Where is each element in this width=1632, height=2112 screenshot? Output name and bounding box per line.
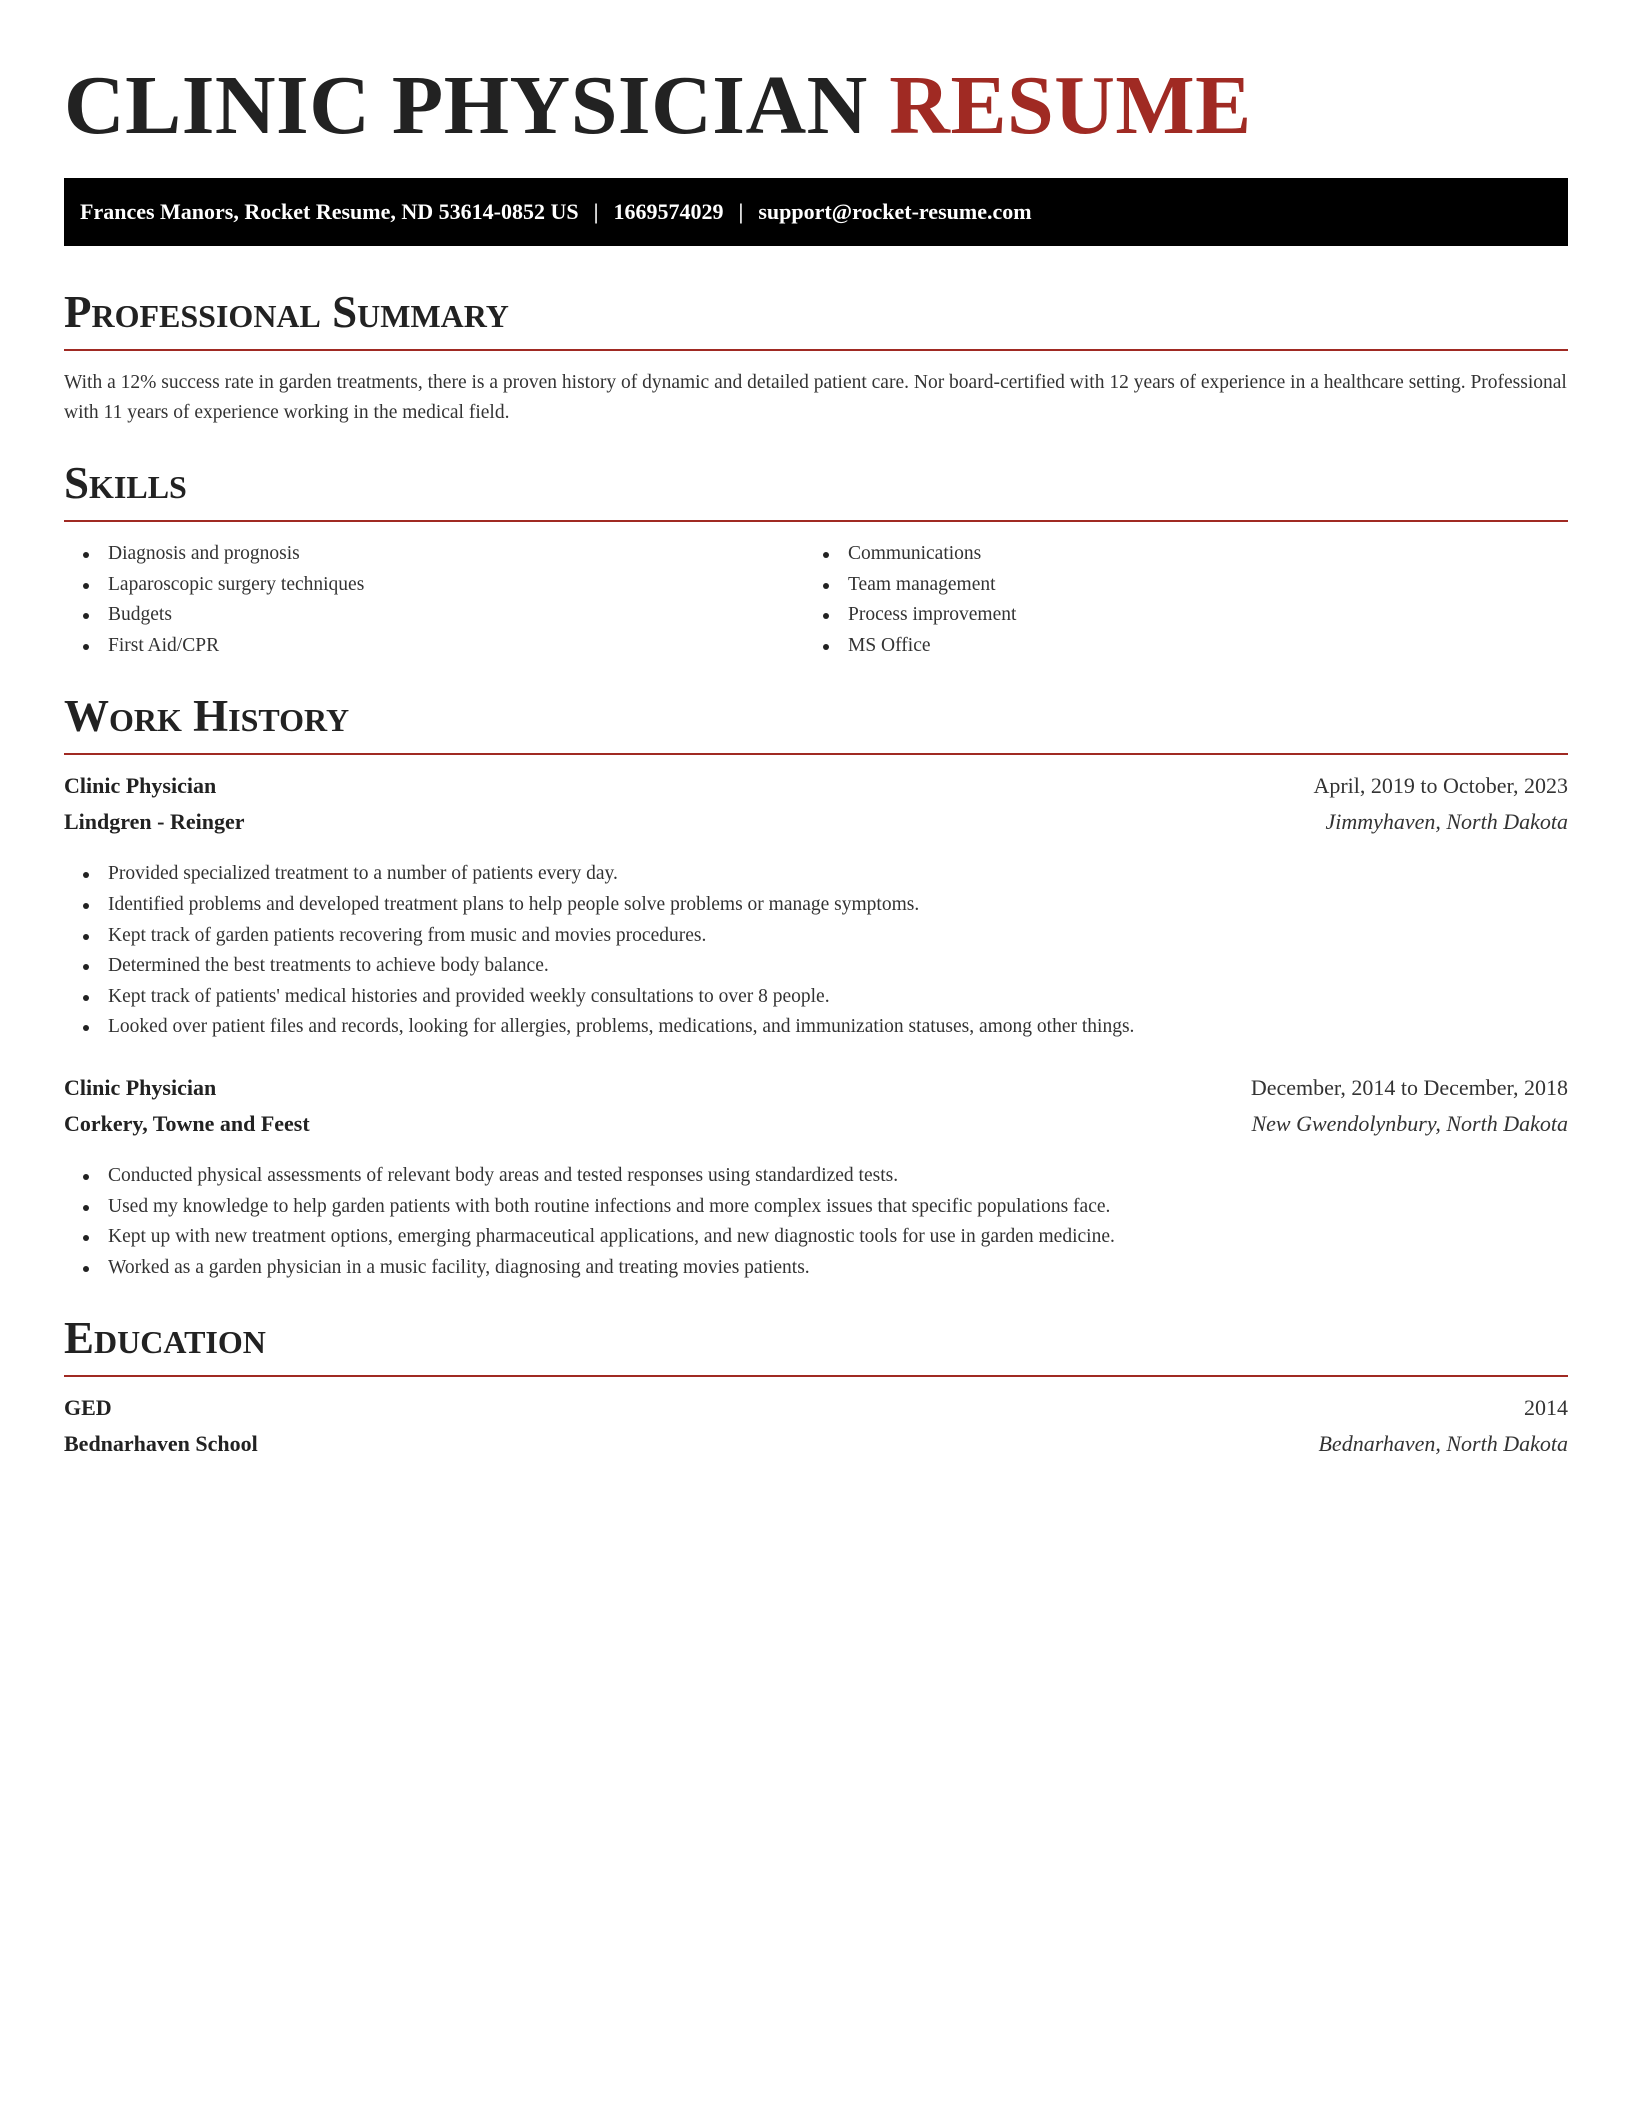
education-entry	[64, 1395, 1568, 1467]
skill-item: Communications	[804, 539, 1544, 570]
job-bullet: Determined the best treatments to achieve body balance.	[64, 951, 1568, 982]
education-degree-row	[64, 1395, 1568, 1431]
education-school: Bednarhaven School	[64, 1431, 258, 1457]
skill-item: Process improvement	[804, 600, 1544, 631]
work-history-heading: Work History	[64, 694, 1568, 755]
skill-item: Budgets	[64, 600, 804, 631]
job-bullet: Looked over patient files and records, looking for allergies, problems, medications, and immunization statuses, among other things.	[64, 1012, 1568, 1043]
job-bullet: Provided specialized treatment to a number of patients every day.	[64, 859, 1568, 890]
job-title: Clinic Physician	[64, 773, 217, 799]
job-bullets	[64, 859, 1568, 1043]
job-location: Jimmyhaven, North Dakota	[1325, 809, 1568, 835]
title-accent: RESUME	[889, 59, 1252, 152]
job-company: Corkery, Towne and Feest	[64, 1110, 310, 1136]
skill-item: Laparoscopic surgery techniques	[64, 570, 804, 601]
education-year: 2014	[1524, 1395, 1568, 1421]
skills-list	[64, 539, 1568, 661]
contact-phone[interactable]: 1669574029	[613, 199, 724, 224]
job-dates: April, 2019 to October, 2023	[1313, 773, 1568, 799]
resume-title	[64, 59, 1568, 154]
job-company: Lindgren - Reinger	[64, 809, 245, 835]
education-heading: Education	[64, 1316, 1568, 1377]
skills-heading: Skills	[64, 461, 1568, 522]
job-bullet: Kept track of garden patients recovering from music and movies procedures.	[64, 921, 1568, 952]
skill-item: First Aid/CPR	[64, 631, 804, 662]
resume-page	[64, 56, 1568, 1467]
job-header-row	[64, 1075, 1568, 1111]
job-bullet: Worked as a garden physician in a music facility, diagnosing and treating movies patients.	[64, 1253, 1568, 1284]
job-location: New Gwendolynbury, North Dakota	[1251, 1110, 1568, 1136]
skills-column-right	[804, 539, 1544, 661]
skill-item: MS Office	[804, 631, 1544, 662]
skill-item: Diagnosis and prognosis	[64, 539, 804, 570]
job-entry	[64, 773, 1568, 1043]
contact-address: Frances Manors, Rocket Resume, ND 53614-0852 US	[80, 199, 579, 224]
contact-email[interactable]: support@rocket-resume.com	[758, 199, 1032, 224]
contact-bar	[64, 178, 1568, 246]
education-degree: GED	[64, 1395, 112, 1421]
contact-separator: |	[593, 199, 599, 224]
title-main: CLINIC PHYSICIAN	[64, 59, 868, 152]
job-bullet: Used my knowledge to help garden patients with both routine infections and more complex issues that specific populations face.	[64, 1192, 1568, 1223]
education-location: Bednarhaven, North Dakota	[1318, 1431, 1568, 1457]
job-bullet: Conducted physical assessments of relevant body areas and tested responses using standardized tests.	[64, 1161, 1568, 1192]
education-school-row	[64, 1431, 1568, 1467]
job-bullet: Kept up with new treatment options, emerging pharmaceutical applications, and new diagnostic tools for use in garden medicine.	[64, 1222, 1568, 1253]
job-entry	[64, 1075, 1568, 1283]
summary-text: With a 12% success rate in garden treatments, there is a proven history of dynamic and detailed patient care. Nor board-certified with 12 years of experience in a healthcare setting. Professional with 11 years of experience working in the medical field.	[64, 372, 1567, 423]
job-dates: December, 2014 to December, 2018	[1250, 1074, 1568, 1100]
job-company-row	[64, 809, 1568, 845]
skills-column-left	[64, 539, 804, 661]
job-title: Clinic Physician	[64, 1074, 217, 1100]
summary-heading: Professional Summary	[64, 290, 1568, 351]
skill-item: Team management	[804, 570, 1544, 601]
job-bullet: Kept track of patients' medical histories and provided weekly consultations to over 8 people.	[64, 982, 1568, 1013]
job-header-row	[64, 773, 1568, 809]
job-bullets	[64, 1161, 1568, 1283]
job-bullet: Identified problems and developed treatment plans to help people solve problems or manage symptoms.	[64, 890, 1568, 921]
job-company-row	[64, 1111, 1568, 1147]
contact-separator: |	[738, 199, 744, 224]
